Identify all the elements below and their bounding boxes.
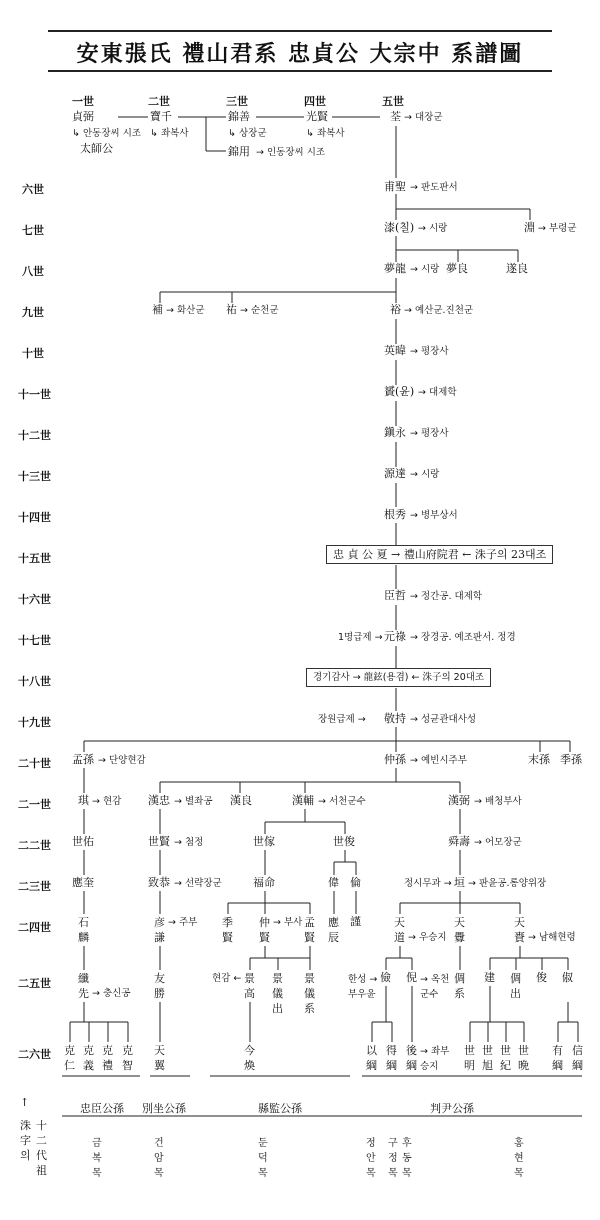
note-g24-b: → 주부 (168, 917, 198, 928)
page-title: 安東張氏 禮山君系 忠貞公 大宗中 系譜圖 (76, 41, 524, 67)
note-g7: → 시랑 (418, 223, 448, 234)
note-g9: → 예산군.진천군 (404, 305, 474, 316)
note-g11: → 대제학 (418, 387, 457, 398)
pre-g25-c: 현감 ← (212, 973, 242, 984)
node-g1: 貞弼 (72, 110, 94, 123)
node-g25-d: 景 儀 出 (272, 972, 283, 1015)
node-g26-a2: 克 義 (83, 1044, 94, 1072)
node-g26-e2: 世 旭 (482, 1044, 493, 1072)
gen-label-8: 八世 (22, 265, 44, 278)
gen-label-19: 十九世 (18, 716, 51, 729)
node-g24-d: 仲 賢 (259, 916, 270, 944)
gen-label-6: 六世 (22, 183, 44, 196)
node-g4: 光賢 (306, 110, 328, 123)
gen-label-23: 二三世 (18, 880, 51, 893)
gen-label-4: 四世 (304, 95, 326, 108)
node-g22-d: 世俊 (333, 835, 355, 848)
note-g17: → 장경공. 예조판서. 정경 (410, 632, 516, 643)
sub-branch-5: 구 정 목 (388, 1138, 398, 1179)
branch-label-4: 判尹公孫 (430, 1102, 474, 1115)
gen-label-1: 一世 (72, 95, 94, 108)
node-g24-j: 天 賚 (514, 916, 525, 944)
branch-label-2: 別坐公孫 (142, 1102, 186, 1115)
node-g25-k: 俊 (536, 971, 547, 984)
sub-branch-6: 후 동 목 (402, 1138, 412, 1179)
node-g21-b: 漢忠 (148, 794, 170, 807)
note-g6: → 판도판서 (410, 182, 458, 193)
note-g20-b: → 예빈시주부 (410, 755, 467, 766)
sub-branch-1: 금 복 목 (92, 1138, 102, 1179)
node-g3b: 錦用 (228, 145, 250, 158)
node-g26-d3: 後 綱 (406, 1044, 417, 1072)
gen-label-5: 五世 (382, 95, 404, 108)
node-g21-a: 琪 (78, 794, 89, 807)
legend-note-2: 十 二 代 祖 (36, 1119, 47, 1177)
node-g25-a: 纖 先 (78, 972, 89, 1000)
node-g9c: 祐 (226, 303, 237, 316)
node-g26-a1: 克 仁 (64, 1044, 75, 1072)
node-g10: 英暐 (384, 344, 406, 357)
node-g15-box: 忠 貞 公 夏 → 禮山府院君 ← 洙子의 23대조 (326, 545, 553, 564)
node-g26-e3: 世 紀 (500, 1044, 511, 1072)
up-arrow-icon: ↑ (20, 1096, 30, 1109)
note-g20-a: → 단양현감 (98, 755, 146, 766)
node-g8c: 遂良 (506, 262, 528, 275)
note-g25-g: → 옥천 군수 (420, 974, 450, 1000)
node-g18-box: 경기감사 → 龍鉉(용겸) ← 洙子의 20대조 (306, 668, 491, 687)
note-g23-b: → 선략장군 (174, 878, 222, 889)
gen-label-16: 十六世 (18, 593, 51, 606)
node-g9b: 補 (152, 303, 163, 316)
note-g23-f: → 판윤공.롱양위장 (468, 878, 547, 889)
note-g16: → 정간공. 대제학 (410, 591, 483, 602)
node-g24-i: 天 釁 (454, 916, 465, 944)
pre-g23-f: 정시무과 → (404, 878, 452, 889)
gen-label-13: 十三世 (18, 470, 51, 483)
node-g26-c: 今 煥 (244, 1044, 255, 1072)
node-g26-a3: 克 禮 (102, 1044, 113, 1072)
branch-label-3: 縣監公孫 (258, 1102, 302, 1115)
gen-label-2: 二世 (148, 95, 170, 108)
node-g24-b: 彦 謙 (154, 916, 165, 944)
node-g9: 裕 (390, 303, 401, 316)
gen-label-26: 二六世 (18, 1048, 51, 1061)
note-g7b: → 부령군 (538, 223, 577, 234)
node-g13: 源達 (384, 467, 406, 480)
note-g12: → 평장사 (410, 428, 449, 439)
node-g26-e4: 世 晩 (518, 1044, 529, 1072)
gen-label-10: 十世 (22, 347, 44, 360)
node-g24-e: 孟 賢 (304, 916, 315, 944)
note-g8: → 시랑 (410, 264, 440, 275)
note-g9c: → 순천군 (240, 305, 279, 316)
note-g14: → 병부상서 (410, 510, 458, 521)
note-g25-a: → 충신공 (92, 988, 131, 999)
note-g24-d: → 부사 (273, 917, 303, 928)
node-g25-l: 俶 (562, 971, 573, 984)
node-g26-e1: 世 明 (464, 1044, 475, 1072)
node-g26-a4: 克 智 (122, 1044, 133, 1072)
node-g3a: 錦善 (228, 110, 250, 123)
gen-label-17: 十七世 (18, 634, 51, 647)
node-g22-b: 世賢 (148, 835, 170, 848)
node-g23-d: 偉 (328, 876, 339, 889)
node-g21-d: 漢輔 (292, 794, 314, 807)
node-g16: 臣哲 (384, 589, 406, 602)
node-g24-a: 石 麟 (78, 916, 89, 944)
node-g7: 漆(칠) (384, 221, 415, 234)
node-g22-e: 舜壽 (448, 835, 470, 848)
note-g3a: ↳ 상장군 (228, 128, 267, 139)
node-g6: 甫聖 (384, 180, 406, 193)
gen-label-18: 十八世 (18, 675, 51, 688)
note-g22-b: → 첨정 (174, 837, 204, 848)
gen-label-21: 二一世 (18, 798, 51, 811)
node-g23-b: 致恭 (148, 876, 170, 889)
node-g11: 贇(윤) (384, 385, 415, 398)
note-g1: ↳ 안동장씨 시조 (72, 128, 142, 139)
node-g19: 敬持 (384, 712, 406, 725)
node-g23-c: 福命 (253, 876, 275, 889)
gen-label-7: 七世 (22, 224, 44, 237)
gen-label-11: 十一世 (18, 388, 51, 401)
gen-label-15: 十五世 (18, 552, 51, 565)
sub-branch-4: 정 안 목 (366, 1138, 376, 1179)
node-g7b: 淵 (524, 221, 535, 234)
note-g3b: → 인동장씨 시조 (256, 147, 326, 158)
node-g17: 元祿 (384, 630, 406, 643)
node-g26-f1: 有 綱 (552, 1044, 563, 1072)
node-g20-c: 末孫 (528, 753, 550, 766)
node-g23-a: 應奎 (72, 876, 94, 889)
legend-note: 洙 字 의 (20, 1119, 31, 1162)
note-g26-d3: → 좌부 승지 (420, 1046, 450, 1072)
gen-label-3: 三世 (226, 95, 248, 108)
gen-label-22: 二二世 (18, 839, 51, 852)
pre-g17: 1명급제 → (338, 632, 383, 643)
node-g20-b: 仲孫 (384, 753, 406, 766)
node-g1-title: 太師公 (80, 142, 113, 155)
node-g24-g: 謹 (350, 915, 361, 928)
node-g26-b: 天 翼 (154, 1044, 165, 1072)
sub-branch-3: 둔 덕 목 (258, 1138, 268, 1179)
node-g23-f: 垣 (454, 876, 465, 889)
note-g5: → 대장군 (404, 112, 443, 123)
node-g21-e: 漢弼 (448, 794, 470, 807)
node-g25-e: 景 儀 系 (304, 972, 315, 1015)
node-g2: 寶千 (150, 110, 172, 123)
node-g24-c: 季 賢 (222, 916, 233, 944)
node-g26-f2: 信 綱 (572, 1044, 583, 1072)
node-g8: 夢龍 (384, 262, 406, 275)
gen-label-14: 十四世 (18, 511, 51, 524)
node-g25-h: 倜 系 (454, 972, 465, 1000)
gen-label-9: 九世 (22, 306, 44, 319)
note-g2: ↳ 좌복사 (150, 128, 189, 139)
node-g26-d1: 以 綱 (366, 1044, 377, 1072)
node-g24-f: 應 辰 (328, 916, 339, 944)
node-g8b: 夢良 (446, 262, 468, 275)
note-g9b: → 화산군 (166, 305, 205, 316)
gen-label-25: 二五世 (18, 977, 51, 990)
node-g25-f: 儉 (380, 971, 391, 984)
node-g23-e: 倫 (350, 876, 361, 889)
node-g25-b: 友 勝 (154, 972, 165, 1000)
node-g25-j: 倜 出 (510, 972, 521, 1000)
node-g24-h: 天 道 (394, 916, 405, 944)
note-g10: → 평장사 (410, 346, 449, 357)
node-g22-a: 世佑 (72, 835, 94, 848)
node-g20-a: 孟孫 (72, 753, 94, 766)
note-g21-b: → 별좌공 (174, 796, 213, 807)
note-g13: → 시랑 (410, 469, 440, 480)
note-g21-a: → 현감 (92, 796, 122, 807)
node-g20-d: 季孫 (560, 753, 582, 766)
note-g21-e: → 배청부사 (474, 796, 522, 807)
gen-label-20: 二十世 (18, 757, 51, 770)
node-g12: 鎭永 (384, 426, 406, 439)
pre-g25-f: 한성 → 부우윤 (348, 974, 378, 1000)
sub-branch-2: 건 암 목 (154, 1138, 164, 1179)
node-g22-c: 世傢 (253, 835, 275, 848)
note-g21-d: → 서천군수 (318, 796, 366, 807)
note-g19: → 성균관대사성 (410, 714, 477, 725)
node-g21-c: 漢良 (230, 794, 252, 807)
node-g14: 根秀 (384, 508, 406, 521)
node-g25-c: 景 高 (244, 972, 255, 1000)
node-g25-g: 倪 (406, 971, 417, 984)
node-g26-d2: 得 綱 (386, 1044, 397, 1072)
note-g22-e: → 어모장군 (474, 837, 522, 848)
gen-label-12: 十二世 (18, 429, 51, 442)
node-g5: 荃 (390, 110, 401, 123)
branch-label-1: 忠臣公孫 (80, 1102, 124, 1115)
note-g24-h: → 우승지 (408, 932, 447, 943)
pre-g19: 장원급제 → (318, 714, 366, 725)
gen-label-24: 二四世 (18, 921, 51, 934)
note-g4: ↳ 좌복사 (306, 128, 345, 139)
note-g24-j: → 남해현령 (528, 932, 576, 943)
node-g25-i: 建 (484, 971, 495, 984)
sub-branch-7: 홍 현 목 (514, 1138, 524, 1179)
